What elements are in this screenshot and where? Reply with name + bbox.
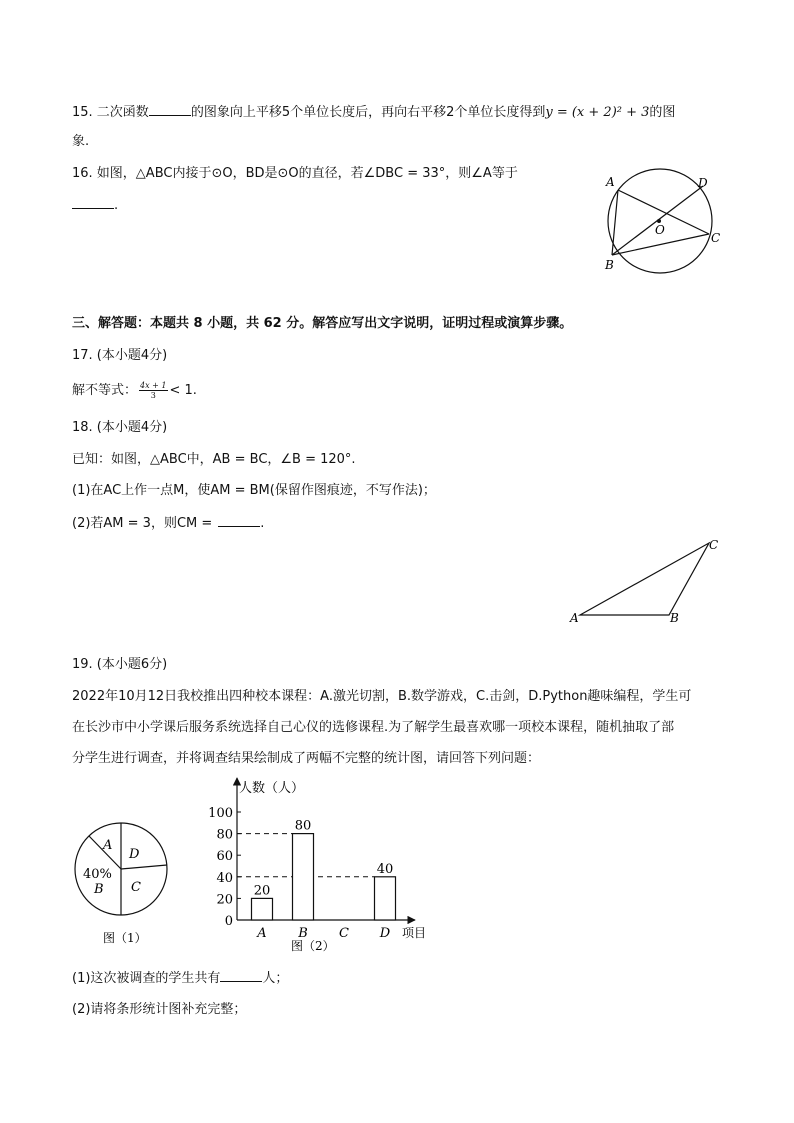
q15-text-a: 15. 二次函数: [72, 105, 149, 120]
bar-b: [293, 834, 314, 920]
y-tick-label: 80: [216, 827, 233, 843]
label-b: B: [605, 258, 614, 272]
q19-sub2: (2)请将条形统计图补充完整；: [72, 1002, 247, 1017]
q19-answer-blank[interactable]: [220, 969, 262, 982]
q15-line2: 象.: [72, 134, 90, 149]
q15-line1: [72, 103, 675, 122]
bar-chart-caption: 图（2）: [291, 939, 335, 953]
pie-divider-dc: [121, 865, 167, 869]
q16-line1: 16. 如图，△ABC内接于⊙O，BD是⊙O的直径，若∠DBC = 33°，则∠A等于: [72, 166, 518, 181]
category-label-a: A: [257, 926, 267, 941]
label-a: A: [606, 175, 615, 189]
label-o: O: [655, 223, 665, 237]
q16-period: .: [114, 198, 119, 213]
q18-title: 18. (本小题4分): [72, 420, 168, 435]
q19-title: 19. (本小题6分): [72, 657, 168, 672]
q18-period: .: [260, 516, 265, 531]
q19-paragraph-1: 2022年10月12日我校推出四种校本课程：A.激光切割，B.数学游戏，C.击剑，D.Python趣味编程，学生可: [72, 689, 692, 704]
label-a: A: [570, 611, 579, 625]
pie-label-d: D: [129, 847, 140, 862]
q18-line3: [72, 514, 264, 533]
q17-frac-num: 4x + 1: [140, 381, 167, 390]
pie-chart-figure: [70, 818, 175, 950]
section3-heading: 三、解答题：本题共 8 小题，共 62 分。解答应写出文字说明，证明过程或演算步骤。: [72, 316, 573, 331]
bar-a: [252, 898, 273, 920]
q18-triangle-figure: [566, 535, 726, 627]
y-axis-label: 人数（人）: [239, 781, 305, 796]
bar-chart-figure: [195, 772, 445, 957]
triangle-abc: [580, 543, 709, 615]
q16-circle-figure: [595, 168, 730, 278]
y-tick-label: 20: [216, 892, 233, 908]
q16-line2: [72, 196, 118, 215]
q18-line3-text: (2)若AM = 3，则CM =: [72, 516, 213, 531]
q15-formula: y = (x + 2)² + 3: [545, 105, 650, 120]
q17-frac-den: 3: [150, 391, 156, 400]
q15-text-c: 的图: [649, 105, 676, 120]
y-tick-label: 0: [224, 914, 233, 929]
q19-sub1-text: (1)这次被调查的学生共有: [72, 971, 221, 986]
category-label-c: C: [339, 926, 349, 941]
category-label-d: D: [379, 926, 391, 941]
pie-label-percent: 40%: [83, 867, 112, 882]
pie-label-a: A: [103, 838, 113, 853]
q18-answer-blank[interactable]: [218, 514, 260, 527]
q17-text-a: 解不等式：: [72, 383, 138, 398]
bar-d: [375, 877, 396, 920]
label-c: C: [711, 231, 721, 245]
data-label-b: 80: [294, 818, 312, 834]
data-label-d: 40: [376, 861, 394, 877]
q19-sub1-unit: 人；: [262, 971, 289, 986]
pie-caption: 图（1）: [103, 931, 147, 945]
y-tick-label: 100: [208, 806, 233, 821]
q17-title: 17. (本小题4分): [72, 348, 168, 363]
category-label-b: B: [298, 926, 308, 941]
q18-line1: 已知：如图，△ABC中，AB = BC，∠B = 120°.: [72, 452, 356, 467]
data-label-a: 20: [253, 883, 271, 899]
q19-sub1: [72, 969, 288, 988]
q19-paragraph-2: 在长沙市中小学课后服务系统选择自己心仪的选修课程.为了解学生最喜欢哪一项校本课程，随机抽取了部: [72, 720, 675, 735]
pie-label-c: C: [131, 880, 141, 895]
label-c: C: [709, 538, 719, 552]
q15-answer-blank[interactable]: [149, 103, 191, 116]
y-tick-label: 60: [216, 849, 233, 865]
q18-line2: (1)在AC上作一点M，使AM = BM(保留作图痕迹，不写作法)；: [72, 483, 436, 498]
q19-paragraph-3: 分学生进行调查，并将调查结果绘制成了两幅不完整的统计图，请回答下列问题：: [72, 751, 541, 766]
x-axis-label: 项目: [402, 926, 427, 940]
label-b: B: [670, 611, 679, 625]
label-d: D: [698, 176, 708, 190]
q16-answer-blank[interactable]: [72, 196, 114, 209]
pie-label-b: B: [94, 882, 104, 897]
q17-text-b: < 1.: [169, 383, 197, 398]
q17-body: [72, 380, 197, 402]
q17-fraction: [139, 381, 167, 400]
y-tick-label: 40: [216, 870, 233, 886]
q15-text-b: 的图象向上平移5个单位长度后，再向右平移2个单位长度得到: [190, 105, 546, 120]
